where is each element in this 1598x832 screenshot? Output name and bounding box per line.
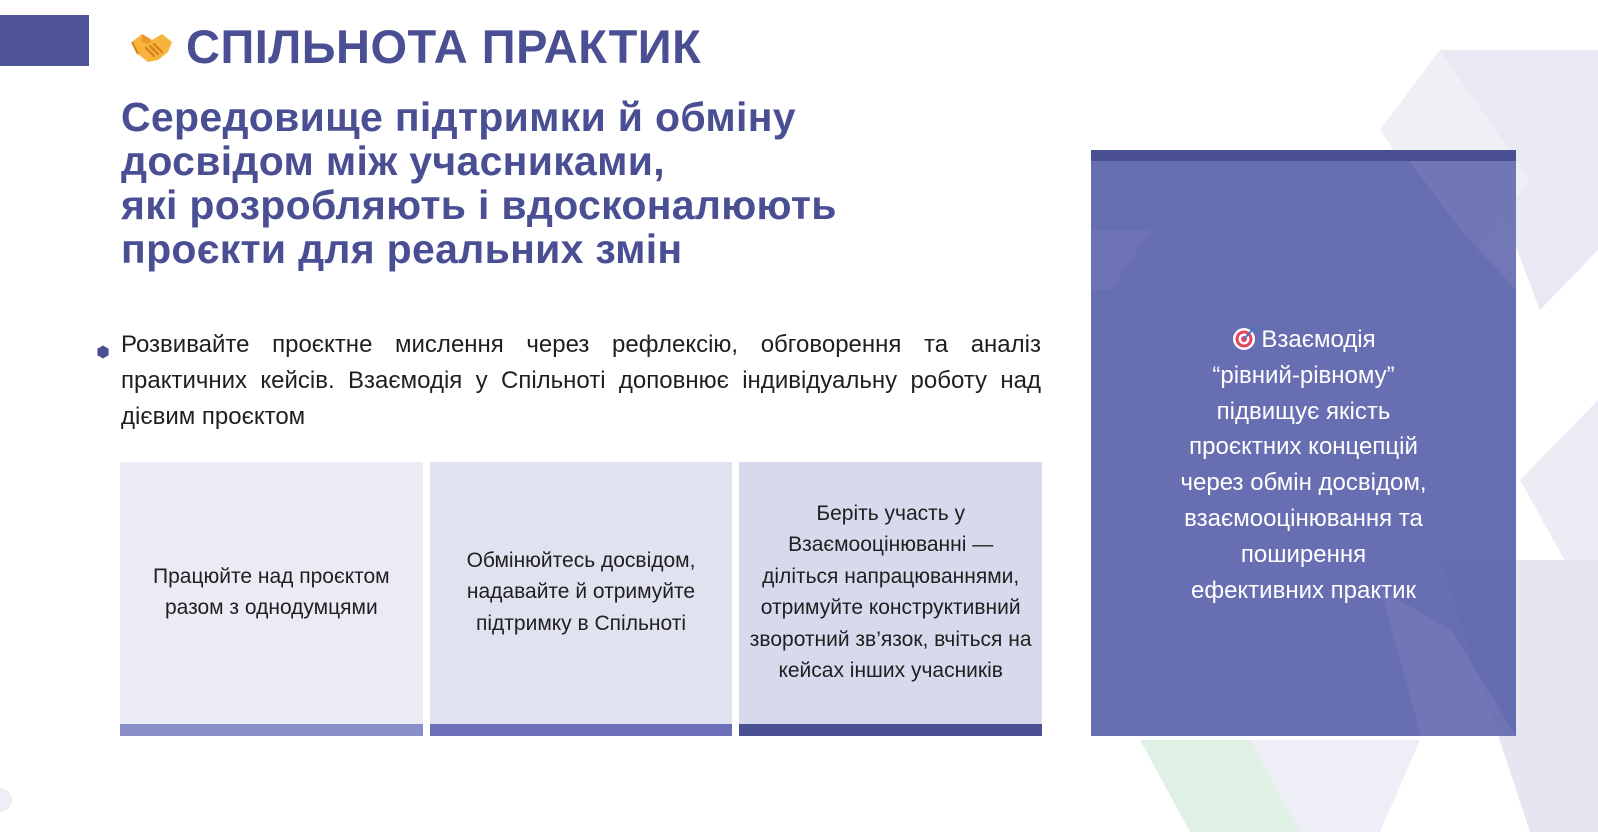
panel-line: “рівний-рівному” — [1212, 361, 1395, 389]
panel-line-text: Взаємодія — [1261, 326, 1376, 353]
panel-line: ефективних практик — [1190, 576, 1417, 604]
feature-card-text: Працюйте над проєктом разом з однодумцями — [153, 564, 390, 619]
feature-card-text: Обмінюйтесь досвідом, надавайте й отримуйте підтримку в Спільноті — [466, 548, 696, 635]
feature-card — [739, 462, 1042, 736]
feature-card — [120, 462, 423, 736]
subtitle-line: досвідом між учасниками, — [121, 138, 665, 184]
bullet-text: Розвивайте проєктне мислення через рефлексію, обговорення та аналіз практичних кейсів. Взаємодія у Спільноті доповнює індивідуальну роботу над дієвим проєктом — [121, 331, 1041, 430]
hexagon-bullet-icon — [96, 345, 110, 359]
page-title: СПІЛЬНОТА ПРАКТИК — [186, 19, 702, 73]
subtitle-line: які розробляють і вдосконалюють — [121, 182, 837, 228]
panel-line: взаємооцінювання та — [1184, 504, 1423, 532]
subtitle — [121, 95, 1021, 271]
header — [128, 16, 701, 76]
panel-line: поширення — [1240, 540, 1367, 568]
panel-top-bar — [1091, 150, 1516, 161]
feature-card — [430, 462, 733, 736]
side-callout-panel — [1091, 150, 1516, 736]
feature-card-bar — [739, 724, 1042, 736]
panel-line: проєктних концепцій — [1189, 433, 1418, 461]
feature-card-text: Беріть участь у Взаємооцінюванні — діліться напрацюваннями, отримуйте конструктивний зворотний зв’язок, вчіться на кейсах інших учасників — [749, 501, 1032, 682]
panel-text — [1091, 322, 1516, 608]
subtitle-line: Середовище підтримки й обміну — [121, 94, 796, 140]
target-icon — [1231, 325, 1257, 351]
panel-line: підвищує якість — [1216, 397, 1391, 425]
feature-card-bar — [120, 724, 423, 736]
panel-line — [1091, 322, 1516, 358]
feature-cards — [120, 462, 1042, 736]
panel-line: через обмін досвідом, — [1180, 469, 1427, 497]
subtitle-line: проєкти для реальних змін — [121, 226, 683, 272]
feature-card-bar — [430, 724, 733, 736]
bullet-paragraph — [96, 327, 1041, 435]
handshake-icon — [128, 22, 176, 70]
